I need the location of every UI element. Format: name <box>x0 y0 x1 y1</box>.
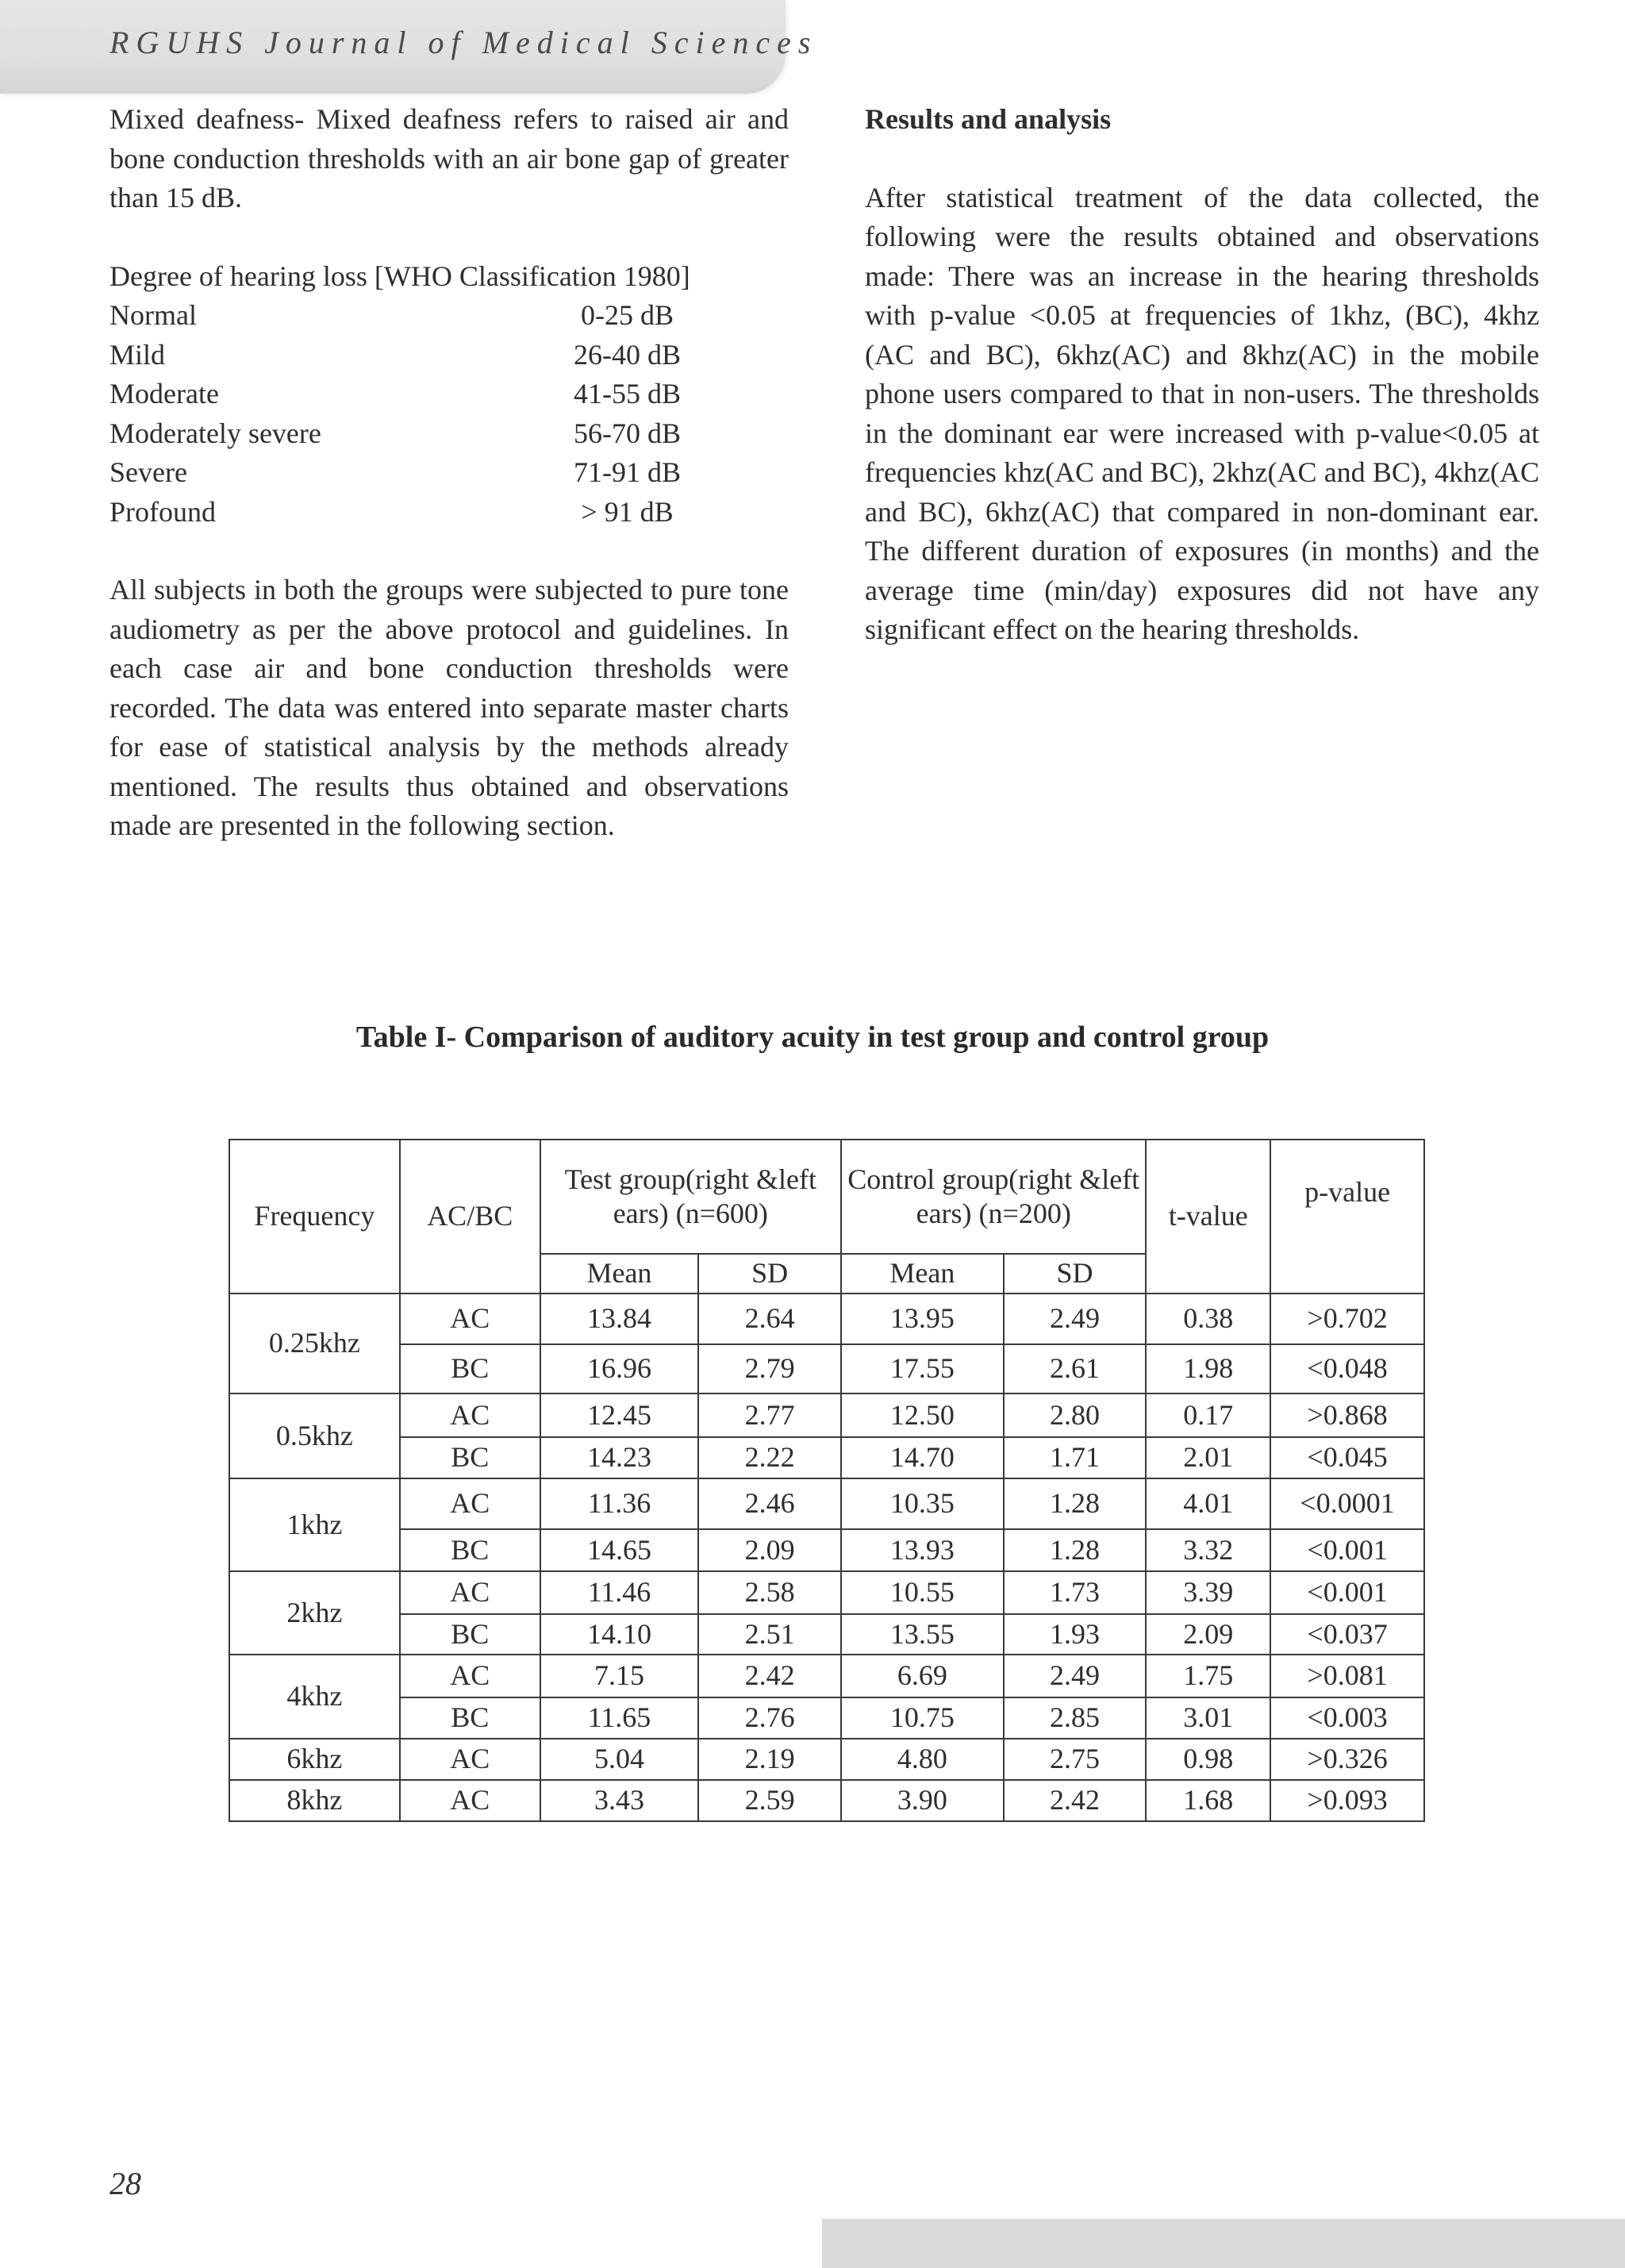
acbc-cell: AC <box>400 1780 540 1821</box>
degree-label: Moderate <box>109 378 219 409</box>
p-value-cell: <0.001 <box>1270 1571 1424 1614</box>
acbc-cell: AC <box>400 1478 540 1529</box>
control-sd-header: SD <box>1004 1254 1147 1294</box>
frequency-cell: 6khz <box>229 1739 400 1780</box>
control-mean-cell: 12.50 <box>841 1393 1004 1437</box>
test-sd-cell: 2.76 <box>698 1697 841 1739</box>
control-mean-cell: 3.90 <box>841 1780 1004 1821</box>
degree-label: Normal <box>109 299 197 331</box>
hearing-loss-degree-heading: Degree of hearing loss [WHO Classification 1980] <box>109 259 690 292</box>
control-mean-header: Mean <box>841 1254 1004 1294</box>
t-value-cell: 1.75 <box>1146 1655 1270 1697</box>
degree-value: 41-55 dB <box>574 378 681 409</box>
test-sd-cell: 2.22 <box>698 1437 841 1478</box>
p-value-cell: <0.0001 <box>1270 1478 1424 1529</box>
control-group-header: Control group(right &left ears) (n=200) <box>841 1140 1146 1254</box>
test-sd-cell: 2.09 <box>698 1529 841 1571</box>
t-value-cell: 1.68 <box>1146 1780 1270 1821</box>
degree-row <box>109 336 789 375</box>
degree-value: 0-25 dB <box>581 299 674 331</box>
test-sd-cell: 2.46 <box>698 1478 841 1529</box>
degree-value: 56-70 dB <box>574 417 681 449</box>
t-value-cell: 0.98 <box>1146 1739 1270 1780</box>
acbc-cell: BC <box>400 1614 540 1655</box>
control-mean-cell: 4.80 <box>841 1739 1004 1780</box>
control-sd-cell: 1.28 <box>1004 1529 1147 1571</box>
test-mean-cell: 7.15 <box>540 1655 699 1697</box>
table-row <box>229 1344 1424 1393</box>
acbc-cell: AC <box>400 1655 540 1697</box>
mixed-deafness-paragraph: Mixed deafness- Mixed deafness refers to raised air and bone conduction thresholds with an air bone gap of greater than 15 dB. <box>109 103 789 213</box>
results-heading: Results and analysis <box>865 103 1112 135</box>
control-mean-cell: 10.35 <box>841 1478 1004 1529</box>
degree-label: Mild <box>109 338 166 371</box>
control-sd-cell: 1.71 <box>1004 1437 1147 1478</box>
t-value-cell: 2.01 <box>1146 1437 1270 1478</box>
p-value-cell: <0.037 <box>1270 1614 1424 1655</box>
control-sd-cell: 1.93 <box>1004 1614 1147 1655</box>
test-mean-cell: 3.43 <box>540 1780 699 1821</box>
t-value-cell: 3.39 <box>1146 1571 1270 1614</box>
control-mean-cell: 13.55 <box>841 1614 1004 1655</box>
test-sd-cell: 2.79 <box>698 1344 841 1393</box>
table-row <box>229 1393 1424 1437</box>
p-value-header: p-value <box>1270 1140 1424 1294</box>
acbc-cell: BC <box>400 1697 540 1739</box>
test-sd-cell: 2.51 <box>698 1614 841 1655</box>
table-row <box>229 1780 1424 1821</box>
p-value-cell: <0.048 <box>1270 1344 1424 1393</box>
table-row <box>229 1614 1424 1655</box>
t-value-cell: 0.38 <box>1146 1294 1270 1344</box>
test-mean-cell: 16.96 <box>540 1344 699 1393</box>
frequency-header: Frequency <box>229 1140 400 1294</box>
table-row <box>229 1655 1424 1697</box>
frequency-cell: 8khz <box>229 1780 400 1821</box>
test-sd-cell: 2.58 <box>698 1571 841 1614</box>
degree-row <box>109 296 789 336</box>
acbc-cell: AC <box>400 1571 540 1614</box>
test-mean-cell: 14.10 <box>540 1614 699 1655</box>
degree-value: 26-40 dB <box>574 338 681 371</box>
degree-row <box>109 375 789 414</box>
degree-value: > 91 dB <box>581 495 674 528</box>
degree-value: 71-91 dB <box>574 456 681 488</box>
control-sd-cell: 2.75 <box>1004 1739 1147 1780</box>
right-column <box>865 100 1539 650</box>
control-sd-cell: 1.28 <box>1004 1478 1147 1529</box>
table-row <box>229 1571 1424 1614</box>
results-paragraph: After statistical treatment of the data collected, the following were the results obtained and observations made: There was an increase in the hearing thresholds with p-value <0.05 at frequencies of 1khz, (BC), 4khz (AC and BC), 6khz(AC) and 8khz(AC) in the mobile phone users compared to that in non-users. The thresholds in the dominant ear were increased with p-value<0.05 at frequencies khz(AC and BC), 2khz(AC and BC), 4khz(AC and BC), 6khz(AC) that compared in non-dominant ear. The different duration of exposures (in months) and the average time (min/day) exposures did not have any significant effect on the hearing thresholds. <box>865 181 1539 645</box>
control-mean-cell: 17.55 <box>841 1344 1004 1393</box>
left-column <box>109 100 789 846</box>
control-sd-cell: 2.61 <box>1004 1344 1147 1393</box>
test-sd-header: SD <box>698 1254 841 1294</box>
frequency-cell: 1khz <box>229 1478 400 1571</box>
table-row <box>229 1478 1424 1529</box>
degree-row <box>109 453 789 493</box>
degree-label: Severe <box>109 456 187 488</box>
frequency-cell: 0.25khz <box>229 1294 400 1393</box>
acbc-cell: AC <box>400 1739 540 1780</box>
test-mean-cell: 11.65 <box>540 1697 699 1739</box>
t-value-cell: 3.32 <box>1146 1529 1270 1571</box>
table-row <box>229 1294 1424 1344</box>
test-mean-cell: 13.84 <box>540 1294 699 1344</box>
degree-row <box>109 414 789 454</box>
p-value-cell: >0.868 <box>1270 1393 1424 1437</box>
t-value-cell: 4.01 <box>1146 1478 1270 1529</box>
auditory-acuity-table <box>229 1139 1425 1822</box>
table-caption: Table I- Comparison of auditory acuity in test group and control group <box>355 1021 1270 1054</box>
test-sd-cell: 2.19 <box>698 1739 841 1780</box>
acbc-cell: BC <box>400 1344 540 1393</box>
p-value-cell: <0.045 <box>1270 1437 1424 1478</box>
acbc-cell: BC <box>400 1529 540 1571</box>
p-value-cell: <0.001 <box>1270 1529 1424 1571</box>
control-mean-cell: 6.69 <box>841 1655 1004 1697</box>
hearing-loss-degree-list <box>109 296 789 532</box>
test-sd-cell: 2.64 <box>698 1294 841 1344</box>
control-sd-cell: 2.42 <box>1004 1780 1147 1821</box>
test-group-header: Test group(right &left ears) (n=600) <box>540 1140 841 1254</box>
test-mean-cell: 14.23 <box>540 1437 699 1478</box>
control-mean-cell: 13.93 <box>841 1529 1004 1571</box>
p-value-cell: >0.093 <box>1270 1780 1424 1821</box>
page-number: 28 <box>109 2166 141 2201</box>
control-mean-cell: 10.75 <box>841 1697 1004 1739</box>
test-mean-cell: 12.45 <box>540 1393 699 1437</box>
t-value-cell: 0.17 <box>1146 1393 1270 1437</box>
p-value-cell: >0.326 <box>1270 1739 1424 1780</box>
t-value-header: t-value <box>1146 1140 1270 1294</box>
frequency-cell: 2khz <box>229 1571 400 1655</box>
p-value-cell: >0.081 <box>1270 1655 1424 1697</box>
journal-title: RGUHS Journal of Medical Sciences <box>109 25 818 60</box>
procedure-paragraph: All subjects in both the groups were subjected to pure tone audiometry as per the above protocol and guidelines. In each case air and bone conduction thresholds were recorded. The data was entered into separate master charts for ease of statistical analysis by the methods already mentioned. The results thus obtained and observations made are presented in the following section. <box>109 574 789 841</box>
test-mean-cell: 11.46 <box>540 1571 699 1614</box>
table-row <box>229 1437 1424 1478</box>
table-row <box>229 1529 1424 1571</box>
acbc-cell: AC <box>400 1294 540 1344</box>
t-value-cell: 2.09 <box>1146 1614 1270 1655</box>
test-mean-cell: 14.65 <box>540 1529 699 1571</box>
frequency-cell: 4khz <box>229 1655 400 1739</box>
table-row <box>229 1739 1424 1780</box>
test-mean-cell: 5.04 <box>540 1739 699 1780</box>
control-sd-cell: 2.85 <box>1004 1697 1147 1739</box>
degree-row <box>109 493 789 532</box>
test-sd-cell: 2.42 <box>698 1655 841 1697</box>
control-sd-cell: 2.80 <box>1004 1393 1147 1437</box>
control-mean-cell: 13.95 <box>841 1294 1004 1344</box>
degree-label: Moderately severe <box>109 417 321 449</box>
test-sd-cell: 2.77 <box>698 1393 841 1437</box>
control-sd-cell: 2.49 <box>1004 1294 1147 1344</box>
control-mean-cell: 14.70 <box>841 1437 1004 1478</box>
test-mean-header: Mean <box>540 1254 699 1294</box>
control-sd-cell: 1.73 <box>1004 1571 1147 1614</box>
footer-band <box>822 2219 1625 2268</box>
acbc-header: AC/BC <box>400 1140 540 1294</box>
t-value-cell: 3.01 <box>1146 1697 1270 1739</box>
p-value-cell: <0.003 <box>1270 1697 1424 1739</box>
test-sd-cell: 2.59 <box>698 1780 841 1821</box>
frequency-cell: 0.5khz <box>229 1393 400 1478</box>
p-value-cell: >0.702 <box>1270 1294 1424 1344</box>
table-body <box>229 1294 1424 1821</box>
control-sd-cell: 2.49 <box>1004 1655 1147 1697</box>
acbc-cell: BC <box>400 1437 540 1478</box>
test-mean-cell: 11.36 <box>540 1478 699 1529</box>
table-row <box>229 1697 1424 1739</box>
acbc-cell: AC <box>400 1393 540 1437</box>
degree-label: Profound <box>109 495 216 528</box>
t-value-cell: 1.98 <box>1146 1344 1270 1393</box>
control-mean-cell: 10.55 <box>841 1571 1004 1614</box>
